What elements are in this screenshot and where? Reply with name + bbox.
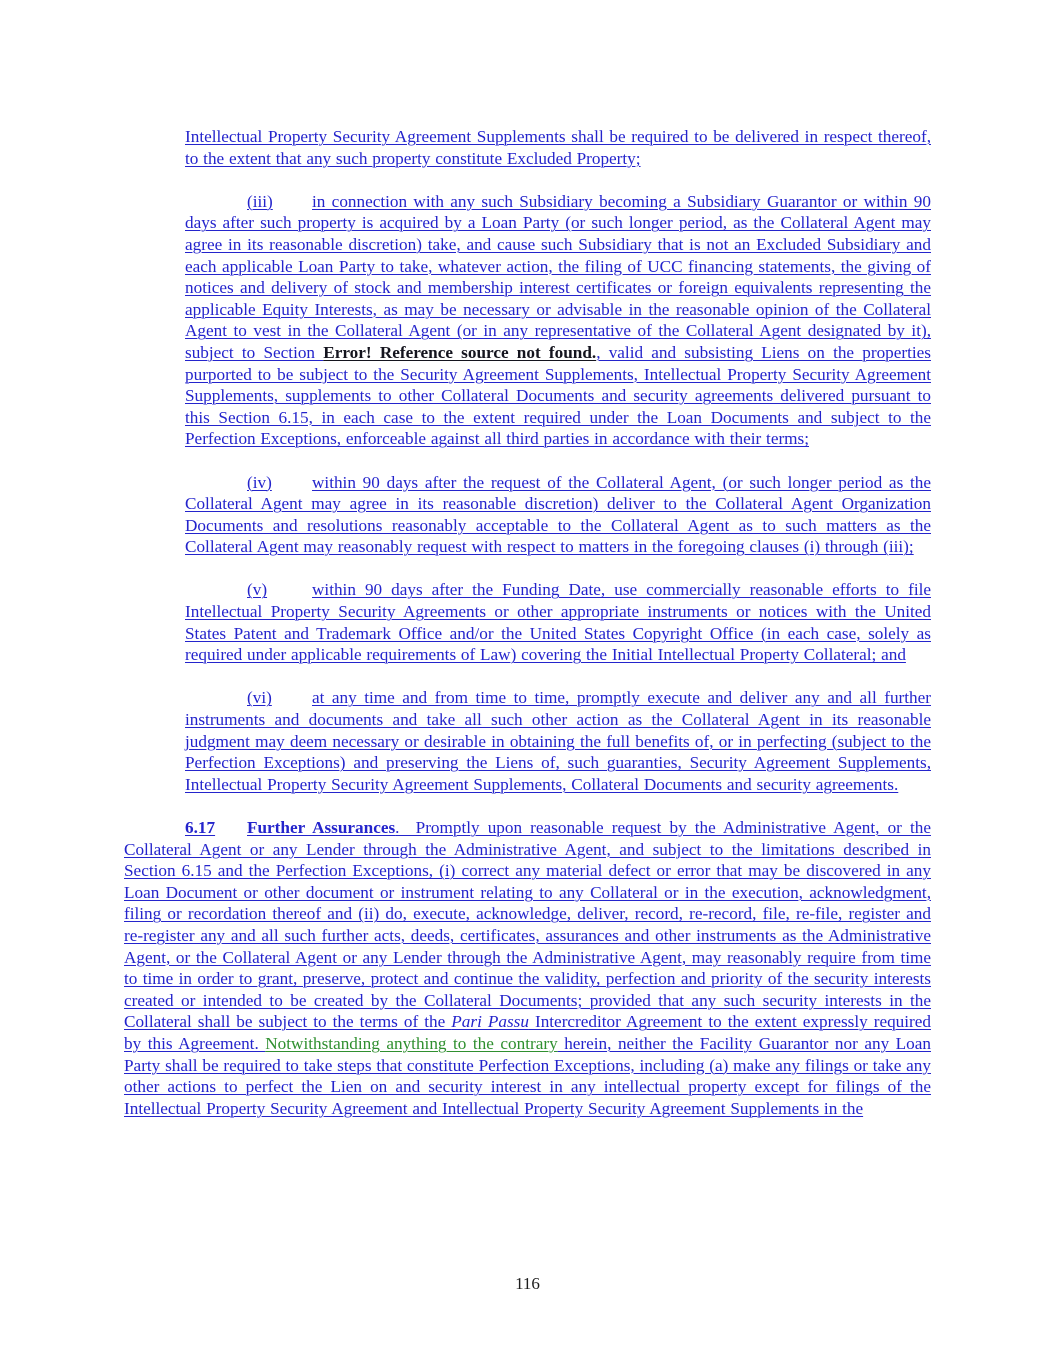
text-run: within 90 days after the request of the Collateral Agent, (or such longer period as the Collateral Agent may agree in its reasonable discretion) deliver to the Collateral Agent Organization Documents and resolutions reasonably acceptable to the Collateral Agent as to such matters as the Collateral Agent may reasonably request with respect to matters in the foregoing clauses (i) through (iii); — [185, 472, 931, 557]
section-number — [185, 817, 247, 839]
text-run: , valid and subsisting Liens on the properties purported to be subject to the Security Agreement Supplements, Intellectual Property Security Agreement Supplements, supplements to other Collateral Documents and security agreements delivered pursuant to this Section 6.15, in each case to the extent required under the Loan Documents and subject to the Perfection Exceptions, enforceable against all third parties in accordance with their terms; — [185, 342, 931, 449]
clause-number — [247, 191, 312, 213]
number-text: (vi) — [247, 688, 272, 708]
clause-number — [247, 579, 312, 601]
text-run: in connection with any such Subsidiary becoming a Subsidiary Guarantor or within 90 days after such property is acquired by a Loan Party (or such longer period, as the Collateral Agent may agree in its reasonable discretion) take, and cause such Subsidiary that is not an Excluded Subsidiary and each applicable Loan Party to take, whatever action, the filing of UCC financing statements, the giving of notices and delivery of stock and membership interest certificates or foreign equivalents representing the applicable Equity Interests, as may be necessary or advisable in the reasonable opinion of the Collateral Agent to vest in the Collateral Agent (or in any representative of the Collateral Agent designated by it), subject to Section — [185, 191, 931, 362]
number-text: 6.17 — [185, 818, 216, 837]
clause-number — [247, 687, 312, 709]
number-text: (v) — [247, 580, 268, 600]
text-run: Error! Reference source not found. — [323, 342, 597, 362]
text-run: Further Assurances — [247, 818, 396, 837]
text-run: herein, neither the Facility Guarantor nor any Loan Party shall be required to take steps that constitute Perfection Exceptions, including (a) make any filings or take any other actions to perfect the Lien on and security interest in any intellectual property except for filings of the Intellectual Property Security Agreement and Intellectual Property Security Agreement Supplements in the — [124, 1033, 931, 1118]
text-run: Pari Passu — [451, 1012, 529, 1032]
clause-paragraph — [185, 472, 931, 558]
text-run: Intellectual Property Security Agreement Supplements shall be required to be delivered in respect thereof, to the extent that any such property constitute Excluded Property; — [185, 127, 931, 168]
text-run: within 90 days after the Funding Date, use commercially reasonable efforts to file Intellectual Property Security Agreements or other appropriate instruments or notices with the United States Patent and Trademark Office and/or the United States Copyright Office (in each case, solely as required under applicable requirements of Law) covering the Initial Intellectual Property Collateral; and — [185, 580, 931, 665]
page-number: 116 — [515, 1274, 540, 1293]
text-run: Intercreditor Agreement to the extent expressly required by this Agreement. — [124, 1012, 931, 1053]
number-text: (iv) — [247, 472, 272, 492]
continuation-paragraph — [185, 126, 931, 169]
section-paragraph — [124, 817, 931, 1119]
document-body — [124, 126, 931, 1141]
text-run: at any time and from time to time, promptly execute and deliver any and all further instruments and documents and take all such other action as the Collateral Agent in its reasonable judgment may deem necessary or desirable in obtaining the full benefits of, or in perfecting (subject to the Perfection Exceptions) and preserving the Liens of, such guaranties, Security Agreement Supplements, Intellectual Property Security Agreement Supplements, Collateral Documents and security agreements. — [185, 688, 931, 794]
text-run: . Promptly upon reasonable request by the Administrative Agent, or the Collateral Agent or any Lender through the Administrative Agent, and subject to the limitations described in Section 6.15 and the Perfection Exceptions, (i) correct any material defect or error that may be discovered in any Loan Document or other document or instrument relating to any Collateral or in the execution, acknowledgment, filing or recordation thereof and (ii) do, execute, acknowledge, deliver, record, re-record, file, re-file, register and re-register any and all such further acts, deeds, certificates, assurances and other instruments as the Administrative Agent, or the Collateral Agent or any Lender through the Administrative Agent, may reasonably require from time to time in order to grant, preserve, protect and continue the validity, perfection and priority of the security interests created or intended to be created by the Collateral Documents; provided that any such security interests in the Collateral shall be subject to the terms of the — [124, 818, 931, 1032]
clause-paragraph — [185, 687, 931, 795]
clause-number — [247, 472, 312, 494]
number-text: (iii) — [247, 191, 273, 211]
clause-paragraph — [185, 579, 931, 665]
text-run: Notwithstanding anything to the contrary — [265, 1033, 558, 1053]
clause-paragraph — [185, 191, 931, 450]
